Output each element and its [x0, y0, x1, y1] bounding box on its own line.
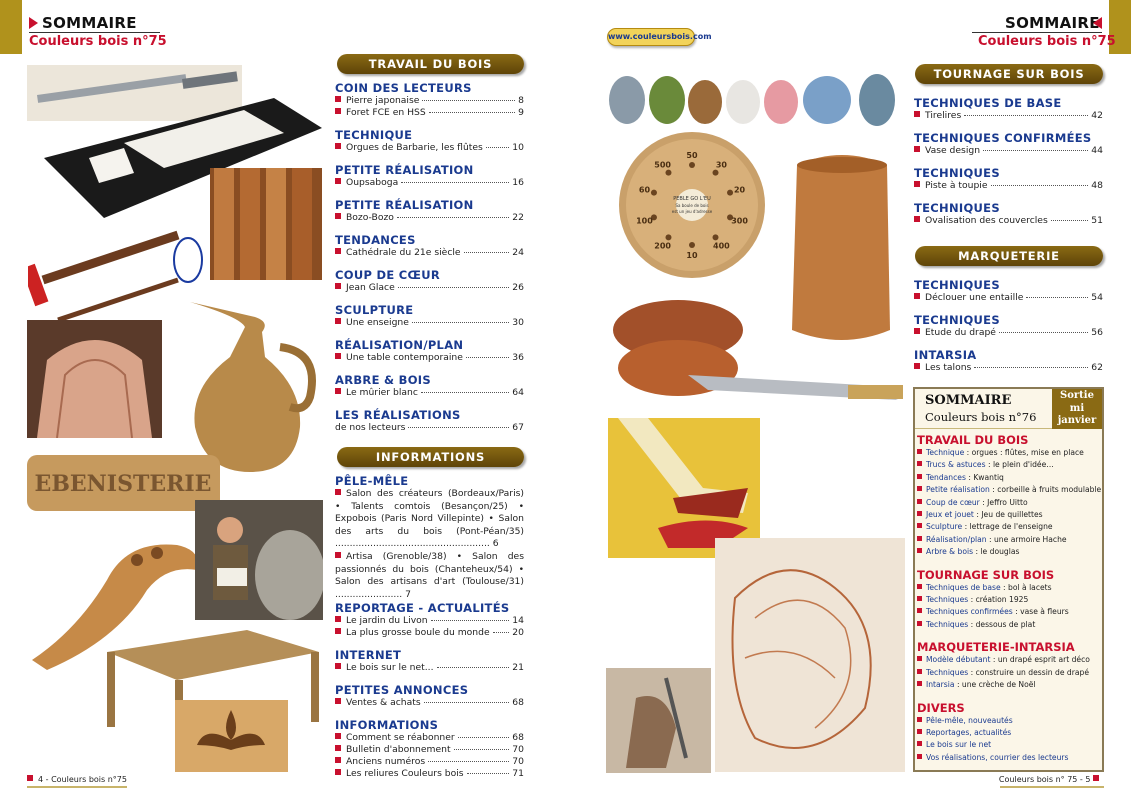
next-issue-entry: Intarsia : une crèche de Noël — [917, 679, 1102, 691]
toc-entry-page: 44 — [1091, 145, 1103, 156]
next-entry-value: vase à fleurs — [1020, 607, 1069, 617]
toc-entry[interactable] — [914, 145, 1103, 157]
bullet-icon — [914, 111, 920, 117]
toc-entry[interactable] — [335, 662, 524, 674]
toc-entry-page: 67 — [512, 422, 524, 433]
toc-entry-page: 8 — [518, 95, 524, 106]
toc-entry-title: Oupsaboga — [346, 177, 399, 188]
toc-entry-page: 70 — [512, 744, 524, 756]
header-arrow-icon — [1093, 17, 1102, 29]
toc-entry-title: Une enseigne — [346, 317, 409, 328]
toc-category: TECHNIQUES — [914, 278, 1000, 292]
toc-category: TECHNIQUES — [914, 166, 1000, 180]
toc-entry-page: 54 — [1091, 292, 1103, 303]
toc-entry[interactable] — [335, 212, 524, 224]
toc-category: PETITE RÉALISATION — [335, 198, 474, 212]
game-hole — [689, 242, 695, 248]
next-issue-entry: Sculpture : lettrage de l'enseigne — [917, 521, 1102, 533]
next-entry-value: un drapé esprit art déco — [997, 655, 1090, 665]
game-score-label: 100 — [636, 216, 653, 226]
bullet-icon — [335, 248, 341, 254]
next-issue-box — [913, 387, 1104, 772]
bullet-icon — [335, 143, 341, 149]
toc-entry[interactable] — [335, 247, 524, 259]
game-score-label: 10 — [686, 251, 698, 260]
next-issue-release-date: Sortie mi janvier — [1052, 389, 1102, 429]
photo-hand-tool — [606, 668, 711, 773]
next-entry-value: Jeffro Uitto — [987, 497, 1028, 507]
game-hole — [713, 234, 719, 240]
toc-entry[interactable] — [335, 317, 524, 329]
photo-organ-pipes — [210, 168, 322, 280]
toc-entry-title: Une table contemporaine — [346, 352, 463, 363]
next-issue-entry: Tendances : Kwantiq — [917, 472, 1102, 484]
toc-entry-page: 62 — [1091, 362, 1103, 373]
photo-drape-drawing — [715, 538, 905, 772]
toc-category: INTARSIA — [914, 348, 977, 362]
left-footer-rule — [27, 786, 127, 788]
toc-info-sections — [335, 601, 524, 780]
next-entry-key: Jeux et jouet — [926, 510, 974, 520]
toc-entry[interactable] — [335, 744, 524, 756]
game-score-label: 60 — [638, 185, 651, 195]
next-entry-value: lettrage de l'enseigne — [969, 522, 1053, 532]
bullet-icon — [917, 717, 922, 722]
toc-entry[interactable] — [335, 697, 524, 709]
bullet-icon — [917, 449, 922, 454]
toc-category: LES RÉALISATIONS — [335, 408, 461, 422]
next-issue-entry: Petite réalisation : corbeille à fruits modulable — [917, 484, 1102, 496]
toc-entry-page: 70 — [512, 756, 524, 768]
next-entry-key: Modèle débutant — [926, 655, 991, 665]
toc-entry-title: Piste à toupie — [925, 180, 988, 191]
toc-category: INFORMATIONS — [335, 718, 439, 733]
leader-dots — [437, 667, 510, 668]
next-entry-value: bol à lacets — [1008, 582, 1052, 592]
toc-category: TECHNIQUES — [914, 201, 1000, 215]
left-footer: 4 - Couleurs bois n°75 — [27, 775, 127, 784]
next-issue-header — [915, 389, 1102, 429]
toc-entry-page: 24 — [512, 247, 524, 258]
next-entry-value: le plein d'idée… — [992, 460, 1054, 470]
toc-entry-title: Le bois sur le net... — [346, 662, 434, 674]
bullet-icon — [914, 181, 920, 187]
bullet-icon — [917, 461, 922, 466]
leader-dots — [429, 112, 515, 113]
pill-marqueterie: MARQUETERIE — [915, 246, 1103, 266]
next-entry-key: Reportages, actualités — [926, 727, 1012, 737]
toc-entry-title: Orgues de Barbarie, les flûtes — [346, 142, 483, 153]
photo-spinning-top — [608, 290, 908, 410]
toc-marqueterie — [914, 278, 1103, 374]
next-entry-value: corbeille à fruits modulable — [997, 485, 1102, 495]
bullet-icon — [335, 213, 341, 219]
toc-category: TECHNIQUE — [335, 128, 413, 142]
bullet-icon — [917, 499, 922, 504]
game-hole — [713, 170, 719, 176]
pill-informations: INFORMATIONS — [337, 447, 524, 467]
photo-animal-banks — [605, 62, 905, 132]
next-issue-entry: Techniques : dessous de plat — [917, 619, 1102, 631]
bullet-icon — [335, 769, 341, 775]
toc-entry-page: 26 — [512, 282, 524, 293]
toc-entry[interactable] — [335, 352, 524, 364]
game-label-2: Sa boule de bois — [675, 203, 709, 208]
bullet-icon — [335, 283, 341, 289]
toc-entry-page: 30 — [512, 317, 524, 328]
next-issue-entry: Technique : orgues : flûtes, mise en place — [917, 447, 1102, 459]
game-score-label: 50 — [686, 151, 698, 160]
next-entry-value: une crèche de Noël — [961, 680, 1036, 690]
toc-entry-title: Le jardin du Livon — [346, 615, 428, 627]
next-issue-entry — [917, 739, 1102, 751]
toc-entry-page: 22 — [512, 212, 524, 223]
toc-entry-page: 21 — [512, 662, 524, 674]
next-issue-entry — [917, 752, 1102, 764]
bullet-icon — [335, 552, 341, 558]
bullet-icon — [914, 328, 920, 334]
toc-category: RÉALISATION/PLAN — [335, 338, 464, 352]
toc-entry-title: Anciens numéros — [346, 756, 426, 768]
toc-entry[interactable] — [335, 142, 524, 154]
left-header-title: SOMMAIRE — [42, 14, 137, 32]
toc-entry[interactable] — [914, 327, 1103, 339]
pele-mele-paragraph-1: Salon des créateurs (Bordeaux/Paris) • Talents comtois (Besançon/25) • Expobois (Paris Nord Villepinte) • Salon des arts du bois (Pont-Péan/35) ..................................................... 6 — [335, 488, 524, 550]
leader-dots — [999, 332, 1088, 333]
toc-entry-title: Etude du drapé — [925, 327, 996, 338]
game-score-label: 200 — [654, 241, 671, 251]
toc-entry[interactable] — [335, 282, 524, 294]
next-entry-key: Techniques — [926, 619, 969, 629]
bullet-icon — [917, 754, 922, 759]
left-header-rule — [29, 32, 160, 33]
next-entry-key: Techniques de base — [926, 582, 1001, 592]
leader-dots — [421, 392, 509, 393]
next-issue-list — [915, 429, 1102, 764]
leader-dots — [467, 773, 510, 774]
bullet-icon — [914, 293, 920, 299]
bullet-icon — [914, 216, 920, 222]
toc-entry-page: 64 — [512, 387, 524, 398]
bullet-icon — [917, 596, 922, 601]
bullet-icon — [917, 656, 922, 661]
leader-dots — [422, 100, 515, 101]
toc-entry[interactable] — [335, 107, 524, 119]
photo-fleur-de-lis — [175, 700, 288, 772]
bullet-icon — [917, 511, 922, 516]
left-page-tab — [0, 0, 22, 54]
game-score-label: 30 — [715, 160, 727, 170]
bullet-icon — [914, 363, 920, 369]
game-score-label: 300 — [731, 216, 748, 226]
photo-intarsia-heels — [608, 418, 760, 558]
toc-entry[interactable] — [335, 627, 524, 639]
next-entry-key: Technique — [926, 448, 965, 457]
toc-entry[interactable] — [914, 292, 1103, 304]
photo-ebenisterie-sign — [27, 447, 220, 519]
next-issue-entry: Techniques : construire un dessin de drapé — [917, 667, 1102, 679]
toc-entry[interactable] — [335, 732, 524, 744]
toc-category: COUP DE CŒUR — [335, 268, 441, 282]
photo-craftsman — [195, 500, 323, 620]
leader-dots — [493, 632, 510, 633]
bullet-icon — [335, 733, 341, 739]
next-entry-key: Techniques confirmées — [926, 607, 1013, 617]
bullet-icon — [917, 486, 922, 491]
game-hole — [651, 190, 657, 196]
toc-category: INTERNET — [335, 648, 402, 663]
bullet-icon — [335, 489, 341, 495]
leader-dots — [424, 702, 510, 703]
next-entry-value: construire un dessin de drapé — [975, 667, 1090, 677]
toc-entry[interactable] — [335, 95, 524, 107]
bullet-icon — [917, 474, 922, 479]
leader-dots — [458, 737, 510, 738]
toc-entry-title: Les reliures Couleurs bois — [346, 768, 464, 780]
toc-entry[interactable] — [914, 215, 1103, 227]
toc-entry[interactable] — [335, 615, 524, 627]
toc-category: COIN DES LECTEURS — [335, 81, 472, 95]
toc-entry-title: Comment se réabonner — [346, 732, 455, 744]
toc-entry-page: 48 — [1091, 180, 1103, 191]
bullet-icon — [917, 536, 922, 541]
right-header-rule — [972, 32, 1102, 33]
toc-entry-page: 56 — [1091, 327, 1103, 338]
toc-entry-title: Déclouer une entaille — [925, 292, 1024, 303]
toc-informations — [335, 474, 524, 780]
toc-entry-page: 36 — [512, 352, 524, 363]
next-entry-key: Sculpture — [926, 522, 963, 532]
next-issue-category: TRAVAIL DU BOIS — [917, 433, 1029, 447]
cat-pele-mele: PÊLE-MÊLE — [335, 474, 409, 488]
toc-entry-page: 71 — [512, 768, 524, 780]
next-entry-key: Techniques — [926, 667, 969, 677]
toc-entry-page: 42 — [1091, 110, 1103, 121]
toc-entry-title: de nos lecteurs — [335, 422, 406, 433]
game-hole — [727, 190, 733, 196]
toc-entry[interactable] — [335, 177, 524, 189]
toc-category: TECHNIQUES CONFIRMÉES — [914, 131, 1092, 145]
next-entry-key: Coup de cœur — [926, 497, 980, 507]
game-hole — [665, 234, 671, 240]
right-header-title: SOMMAIRE — [1005, 14, 1100, 32]
game-hole — [665, 170, 671, 176]
toc-entry[interactable] — [914, 180, 1103, 192]
next-entry-key: Pêle-mêle, nouveautés — [926, 715, 1013, 725]
leader-dots — [408, 427, 509, 428]
next-issue-entry: Trucs & astuces : le plein d'idée… — [917, 459, 1102, 471]
bullet-icon — [335, 178, 341, 184]
leader-dots — [431, 620, 510, 621]
next-entry-value: le douglas — [980, 547, 1020, 557]
toc-entry-page: 68 — [512, 697, 524, 709]
toc-travail-du-bois — [335, 81, 524, 434]
toc-entry-title: Vase design — [925, 145, 981, 156]
toc-entry-page: 14 — [512, 615, 524, 627]
bullet-icon — [1093, 775, 1099, 781]
toc-entry-title: Bozo-Bozo — [346, 212, 394, 223]
toc-entry[interactable] — [914, 362, 1103, 374]
leader-dots — [991, 185, 1089, 186]
toc-entry-title: Le mûrier blanc — [346, 387, 418, 398]
bullet-icon — [335, 388, 341, 394]
next-entry-key: Techniques — [926, 595, 969, 605]
bullet-icon — [335, 318, 341, 324]
next-issue-entry: Techniques confirmées : vase à fleurs — [917, 606, 1102, 618]
toc-entry[interactable] — [335, 422, 524, 434]
right-header-subtitle: Couleurs bois n°75 — [978, 34, 1116, 49]
toc-category: REPORTAGE - ACTUALITÉS — [335, 601, 510, 616]
leader-dots — [1051, 220, 1089, 221]
game-score-label: 500 — [654, 160, 671, 170]
bullet-icon — [917, 548, 922, 553]
header-arrow-icon — [29, 17, 38, 29]
photo-cathedral — [27, 320, 162, 438]
game-label-3: est un jeu d'adresse — [671, 209, 713, 214]
toc-entry[interactable] — [335, 387, 524, 399]
leader-dots — [398, 287, 510, 288]
next-issue-subtitle: Couleurs bois n°76 — [925, 410, 1037, 424]
next-issue-title: SOMMAIRE — [925, 393, 1012, 408]
next-issue-entry: Techniques : création 1925 — [917, 594, 1102, 606]
toc-entry-page: 51 — [1091, 215, 1103, 226]
bullet-icon — [917, 584, 922, 589]
toc-category: PETITE RÉALISATION — [335, 163, 474, 177]
toc-category: TECHNIQUES DE BASE — [914, 96, 1062, 110]
toc-category: TENDANCES — [335, 233, 416, 247]
next-entry-value: dessous de plat — [975, 619, 1036, 629]
right-footer-rule — [1000, 786, 1104, 788]
toc-entry-title: La plus grosse boule du monde — [346, 627, 490, 639]
next-entry-value: une armoire Hache — [993, 534, 1067, 544]
pele-mele-paragraph-2: Artisa (Grenoble/38) • Salon des passionnés du bois (Chanteheux/54) • Salon des artisans d'art (Toulouse/31) ....................... 7 — [335, 550, 524, 600]
toc-entry-page: 9 — [518, 107, 524, 118]
toc-entry-title: Foret FCE en HSS — [346, 107, 426, 118]
toc-entry-title: Pierre japonaise — [346, 95, 420, 106]
next-entry-value: orgues : flûtes, mise en place — [971, 448, 1084, 457]
leader-dots — [464, 252, 510, 253]
bullet-icon — [335, 757, 341, 763]
bullet-icon — [917, 608, 922, 613]
next-issue-entry — [917, 715, 1102, 727]
toc-entry-title: Cathédrale du 21e siècle — [346, 247, 461, 258]
leader-dots — [486, 147, 509, 148]
leader-dots — [428, 761, 509, 762]
bullet-icon — [917, 523, 922, 528]
bullet-icon — [335, 628, 341, 634]
next-entry-key: Réalisation/plan — [926, 534, 987, 544]
pill-tournage-sur-bois: TOURNAGE SUR BOIS — [915, 64, 1103, 84]
next-issue-entry — [917, 727, 1102, 739]
leader-dots — [964, 115, 1088, 116]
next-issue-category: MARQUETERIE-INTARSIA — [917, 640, 1075, 655]
bullet-icon — [335, 108, 341, 114]
left-header-subtitle: Couleurs bois n°75 — [29, 34, 167, 49]
bullet-icon — [917, 669, 922, 674]
next-entry-value: création 1925 — [975, 595, 1029, 605]
bullet-icon — [335, 745, 341, 751]
bullet-icon — [335, 698, 341, 704]
next-entry-value: Kwantiq — [973, 472, 1004, 482]
toc-entry-title: Ventes & achats — [346, 697, 421, 709]
next-issue-entry: Techniques de base : bol à lacets — [917, 582, 1102, 594]
website-link[interactable]: www.couleursbois.com — [607, 28, 695, 46]
toc-entry-title: Bulletin d'abonnement — [346, 744, 451, 756]
toc-entry-page: 16 — [512, 177, 524, 188]
next-issue-category: DIVERS — [917, 700, 965, 715]
bullet-icon — [914, 146, 920, 152]
toc-entry[interactable] — [914, 110, 1103, 122]
right-footer: Couleurs bois n° 75 - 5 — [999, 775, 1104, 784]
next-entry-value: Jeu de quillettes — [981, 510, 1043, 520]
toc-entry-page: 10 — [512, 142, 524, 153]
photo-game-board — [610, 130, 775, 280]
next-issue-entry: Arbre & bois : le douglas — [917, 546, 1102, 558]
leader-dots — [454, 749, 510, 750]
next-entry-key: Petite réalisation — [926, 485, 990, 495]
leader-dots — [412, 322, 509, 323]
bullet-icon — [335, 663, 341, 669]
game-label-1: PEBLE GO L'EU — [673, 196, 711, 202]
toc-entry-title: Ovalisation des couvercles — [925, 215, 1048, 226]
leader-dots — [401, 182, 509, 183]
toc-entry[interactable] — [335, 756, 524, 768]
ebenisterie-text: EBENISTERIE — [34, 471, 212, 497]
toc-category: SCULPTURE — [335, 303, 414, 317]
bullet-icon — [335, 353, 341, 359]
next-issue-entry: Réalisation/plan : une armoire Hache — [917, 534, 1102, 546]
toc-entry-page: 20 — [512, 627, 524, 639]
next-entry-key: Arbre & bois — [926, 547, 974, 557]
toc-entry-title: Jean Glace — [346, 282, 395, 293]
bullet-icon — [335, 616, 341, 622]
next-issue-entry: Jeux et jouet : Jeu de quillettes — [917, 509, 1102, 521]
bullet-icon — [917, 741, 922, 746]
next-issue-category: TOURNAGE SUR BOIS — [917, 567, 1055, 582]
leader-dots — [466, 357, 509, 358]
toc-tournage-sur-bois — [914, 96, 1103, 227]
next-entry-key: Trucs & astuces — [926, 460, 986, 470]
leader-dots — [983, 150, 1088, 151]
game-hole — [689, 162, 695, 168]
pill-travail-du-bois: TRAVAIL DU BOIS — [337, 54, 524, 74]
toc-entry-title: Tirelires — [925, 110, 962, 121]
leader-dots — [1026, 297, 1088, 298]
next-issue-entry: Coup de cœur : Jeffro Uitto — [917, 497, 1102, 509]
bullet-icon — [917, 729, 922, 734]
bullet-icon — [917, 621, 922, 626]
toc-category: TECHNIQUES — [914, 313, 1000, 327]
game-score-label: 20 — [733, 185, 746, 195]
game-score-label: 400 — [713, 241, 730, 251]
leader-dots — [397, 217, 509, 218]
next-issue-entry: Modèle débutant : un drapé esprit art déco — [917, 654, 1102, 666]
bullet-icon — [917, 681, 922, 686]
bullet-icon — [27, 775, 33, 781]
next-entry-key: Le bois sur le net — [926, 740, 992, 750]
toc-entry[interactable] — [335, 768, 524, 780]
bullet-icon — [335, 96, 341, 102]
toc-entry-page: 68 — [512, 732, 524, 744]
toc-category: PETITES ANNONCES — [335, 683, 469, 698]
next-entry-key: Tendances — [926, 472, 966, 482]
leader-dots — [974, 367, 1088, 368]
next-entry-key: Intarsia — [926, 680, 955, 690]
next-entry-key: Vos réalisations, courrier des lecteurs — [926, 752, 1069, 762]
toc-entry-title: Les talons — [925, 362, 972, 373]
toc-category: ARBRE & BOIS — [335, 373, 431, 387]
